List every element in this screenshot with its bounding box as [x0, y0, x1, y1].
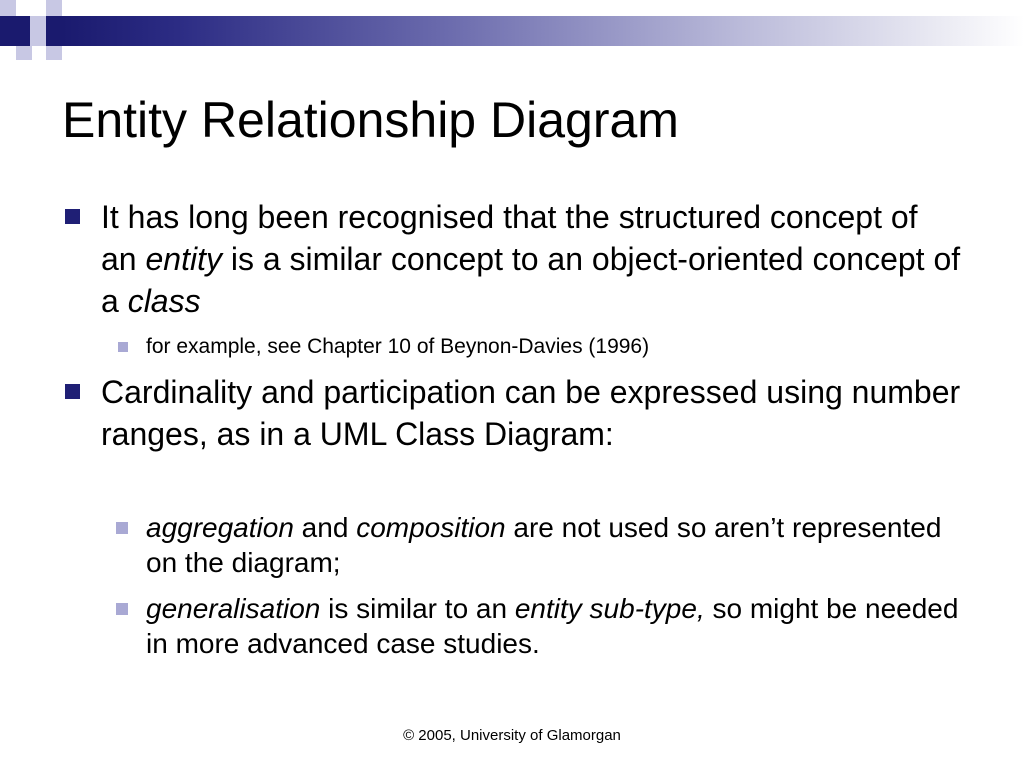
sub-bullet-square-icon — [118, 342, 128, 352]
bullet-square-icon — [65, 384, 80, 399]
header-gradient-bar — [62, 16, 1024, 46]
emphasis-entity-sub-type: entity sub-type, — [514, 593, 705, 624]
sub-bullet-item: generalisation is similar to an entity sub-type, so might be needed in more advanced case studies. — [146, 591, 966, 661]
deco-square — [46, 0, 62, 16]
sub-bullet-square-icon — [116, 603, 128, 615]
sub-bullet-square-icon — [116, 522, 128, 534]
emphasis-class: class — [127, 283, 201, 319]
sub-bullet-item: for example, see Chapter 10 of Beynon-Davies (1996) — [146, 333, 966, 361]
deco-square — [30, 16, 46, 46]
emphasis-composition: composition — [356, 512, 506, 543]
slide-footer: © 2005, University of Glamorgan — [403, 727, 621, 744]
deco-square — [0, 0, 16, 16]
bullet-item: It has long been recognised that the structured concept of an entity is a similar concept to an object-oriented concept of a class — [101, 196, 961, 322]
slide-title: Entity Relationship Diagram — [62, 92, 679, 148]
deco-square — [46, 16, 62, 46]
deco-square — [16, 46, 32, 60]
bullet-item: Cardinality and participation can be expressed using number ranges, as in a UML Class Diagram: — [101, 371, 961, 455]
deco-square — [0, 16, 30, 46]
sub-bullet-item: aggregation and composition are not used so aren’t represented on the diagram; — [146, 510, 966, 580]
deco-square — [46, 46, 62, 60]
emphasis-aggregation: aggregation — [146, 512, 294, 543]
deco-square — [32, 46, 46, 60]
deco-square — [16, 0, 46, 16]
emphasis-generalisation: generalisation — [146, 593, 321, 624]
bullet-square-icon — [65, 209, 80, 224]
emphasis-entity: entity — [145, 241, 222, 277]
